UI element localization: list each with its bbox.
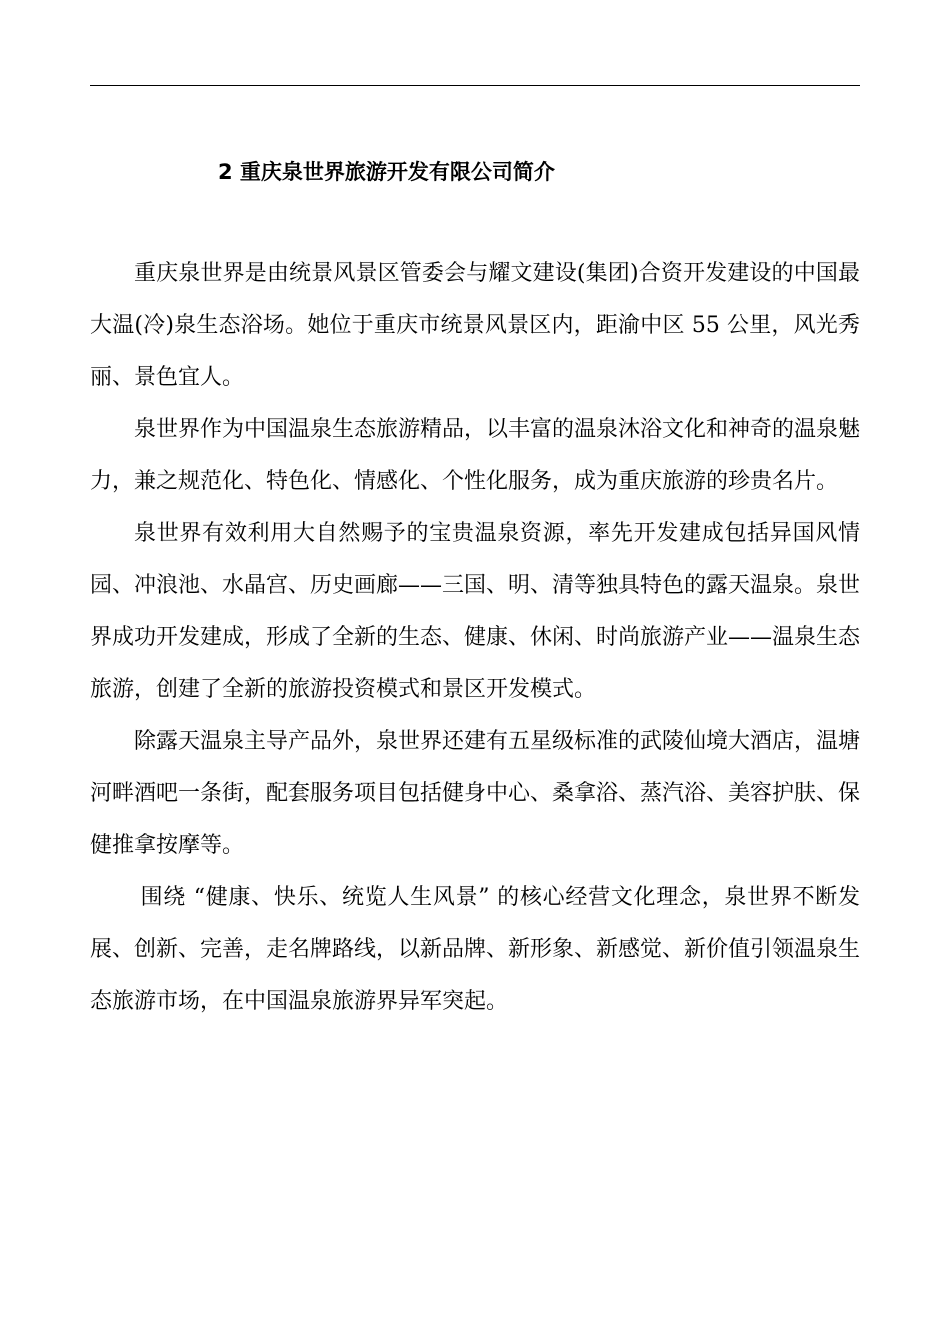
paragraph-attractions: 泉世界有效利用大自然赐予的宝贵温泉资源，率先开发建成包括异国风情园、冲浪池、水晶宫、历史画廊——三国、明、清等独具特色的露天温泉。泉世界成功开发建成，形成了全新的生态、健康、休闲、时尚旅游产业——温泉生态旅游，创建了全新的旅游投资模式和景区开发模式。 [90,521,861,702]
paragraph-spa-culture: 泉世界作为中国温泉生态旅游精品，以丰富的温泉沐浴文化和神奇的温泉魅力，兼之规范化、特色化、情感化、个性化服务，成为重庆旅游的珍贵名片。 [90,417,861,494]
paragraph-philosophy: 围绕 “健康、快乐、统览人生风景” 的核心经营文化理念，泉世界不断发展、创新、完善，走名牌路线，以新品牌、新形象、新感觉、新价值引领温泉生态旅游市场，在中国温泉旅游界异军突起。 [90,885,861,1014]
paragraph-facilities: 除露天温泉主导产品外，泉世界还建有五星级标准的武陵仙境大酒店，温塘河畔酒吧一条街，配套服务项目包括健身中心、桑拿浴、蒸汽浴、美容护肤、保健推拿按摩等。 [90,729,861,858]
paragraph-intro: 重庆泉世界是由统景风景区管委会与耀文建设(集团)合资开发建设的中国最大温(冷)泉生态浴场。她位于重庆市统景风景区内，距渝中区 55 公里，风光秀丽、景色宜人。 [90,261,860,390]
section-title: 2 重庆泉世界旅游开发有限公司简介 [218,160,555,184]
header-rule [90,85,860,86]
body-text [90,248,860,1028]
